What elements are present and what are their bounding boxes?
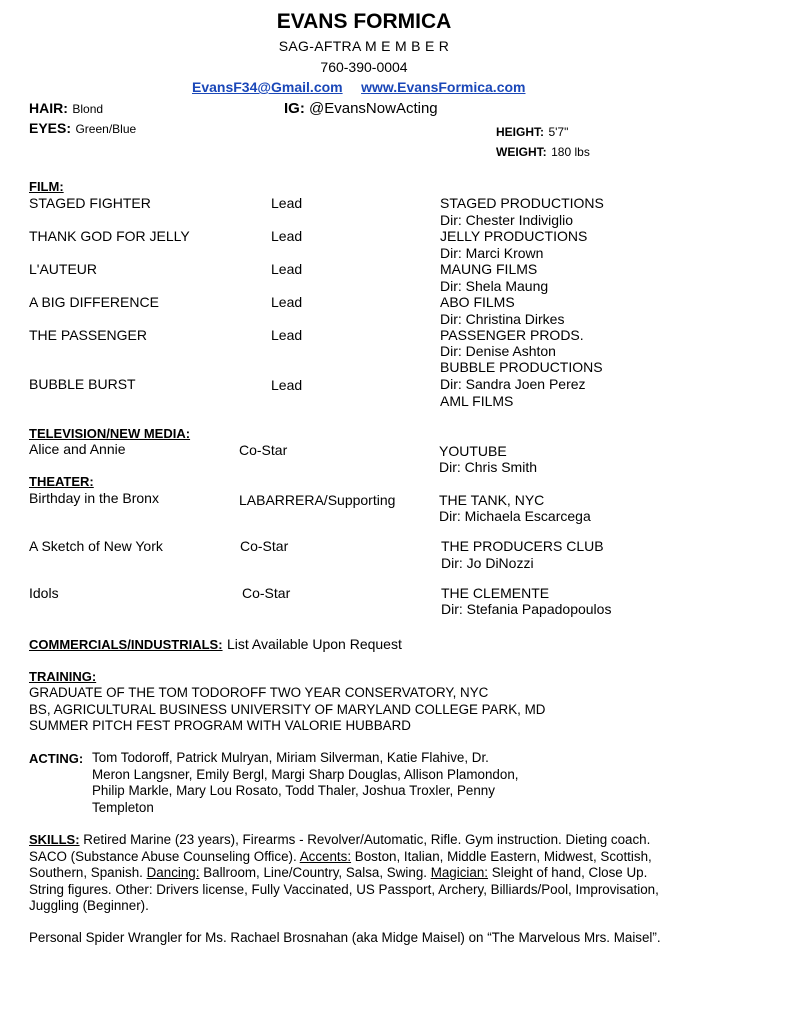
acting-teachers-line: Philip Markle, Mary Lou Rosato, Todd Thaler, Joshua Troxler, Penny [92, 783, 495, 798]
theater-role: Co-Star [240, 538, 289, 554]
skills-text: Retired Marine (23 years), Firearms - Revolver/Automatic, Rifle. Gym instruction. Dieting coach. [79, 832, 651, 847]
tv-company: YOUTUBE [439, 443, 507, 459]
film-director: Dir: Christina Dirkes [440, 311, 565, 327]
acting-label: ACTING: [29, 751, 84, 766]
tv-title: Alice and Annie [29, 441, 126, 457]
theater-company: THE TANK, NYC [439, 492, 545, 508]
skills-text: Boston, Italian, Middle Eastern, Midwest, Scottish, [351, 849, 652, 864]
skills-line: Juggling (Beginner). [29, 898, 149, 913]
theater-company: THE CLEMENTE [441, 585, 550, 601]
theater-director: Dir: Jo DiNozzi [441, 555, 534, 571]
theater-company: THE PRODUCERS CLUB [441, 538, 604, 554]
email-link[interactable]: EvansF34@Gmail.com [192, 79, 343, 95]
film-director: Dir: Shela Maung [440, 278, 549, 294]
theater-role: LABARRERA/Supporting [239, 492, 396, 508]
phone-number: 760-390-0004 [320, 59, 408, 75]
film-company: MAUNG FILMS [440, 261, 538, 277]
weight-value: 180 lbs [551, 145, 590, 159]
resume-name: EVANS FORMICA [276, 10, 452, 33]
theater-director: Dir: Stefania Papadopoulos [441, 601, 612, 617]
film-role: Lead [271, 195, 303, 211]
skills-text: Sleight of hand, Close Up. [488, 865, 648, 880]
skills-line: String figures. Other: Drivers license, Fully Vaccinated, US Passport, Archery, Billiards/Pool, Improvisation, [29, 882, 659, 897]
film-company: ABO FILMS [440, 294, 515, 310]
film-role: Lead [271, 377, 303, 393]
film-title: L'AUTEUR [29, 261, 98, 277]
film-heading: FILM: [29, 179, 64, 194]
training-line: GRADUATE OF THE TOM TODOROFF TWO YEAR CONSERVATORY, NYC [29, 685, 489, 700]
hair-row [29, 100, 103, 118]
eyes-value: Green/Blue [75, 122, 137, 136]
height-label: HEIGHT: [496, 125, 544, 139]
magician-label: Magician: [430, 865, 489, 880]
commercials-row [29, 636, 402, 654]
weight-label: WEIGHT: [496, 145, 547, 159]
tv-heading: TELEVISION/NEW MEDIA: [29, 426, 191, 441]
film-title: THANK GOD FOR JELLY [29, 228, 190, 244]
commercials-heading: COMMERCIALS/INDUSTRIALS: [29, 637, 223, 652]
theater-director: Dir: Michaela Escarcega [439, 508, 591, 524]
skills-text: Ballroom, Line/Country, Salsa, Swing. [199, 865, 431, 880]
ig-label: IG: [284, 100, 305, 117]
film-director: Dir: Chester Indiviglio [440, 212, 574, 228]
eyes-label: EYES: [29, 120, 72, 136]
dancing-label: Dancing: [146, 865, 200, 880]
skills-line [29, 849, 652, 864]
ig-handle[interactable]: @EvansNowActing [309, 100, 438, 117]
training-line: BS, AGRICULTURAL BUSINESS UNIVERSITY OF MARYLAND COLLEGE PARK, MD [29, 702, 546, 717]
film-title: STAGED FIGHTER [29, 195, 151, 211]
footnote: Personal Spider Wrangler for Ms. Rachael Brosnahan (aka Midge Maisel) on “The Marvelous Mrs. Maisel”. [29, 930, 661, 945]
acting-teachers-line: Templeton [92, 800, 154, 815]
weight-row [496, 143, 590, 161]
film-company: PASSENGER PRODS. [440, 327, 584, 343]
skills-line [29, 832, 650, 847]
training-line: SUMMER PITCH FEST PROGRAM WITH VALORIE HUBBARD [29, 718, 411, 733]
film-role: Lead [271, 228, 303, 244]
film-company: JELLY PRODUCTIONS [440, 228, 588, 244]
film-director: Dir: Denise Ashton [440, 343, 556, 359]
training-heading: TRAINING: [29, 669, 97, 684]
film-role: Lead [271, 261, 303, 277]
theater-role: Co-Star [242, 585, 291, 601]
theater-title: Birthday in the Bronx [29, 490, 159, 506]
union-status: SAG-AFTRA M E M B E R [278, 38, 450, 54]
film-title: A BIG DIFFERENCE [29, 294, 159, 310]
accents-label: Accents: [299, 849, 352, 864]
skills-text: Southern, Spanish. [29, 865, 147, 880]
film-company: STAGED PRODUCTIONS [440, 195, 604, 211]
tv-director: Dir: Chris Smith [439, 459, 538, 475]
film-company-extra: AML FILMS [440, 393, 514, 409]
instagram-row [284, 100, 438, 117]
commercials-text: List Available Upon Request [227, 636, 402, 652]
film-company: BUBBLE PRODUCTIONS [440, 359, 603, 375]
theater-heading: THEATER: [29, 474, 94, 489]
contact-links [192, 79, 526, 97]
height-row [496, 123, 568, 141]
film-title: THE PASSENGER [29, 327, 147, 343]
height-value: 5'7" [548, 125, 569, 139]
acting-teachers-line: Tom Todoroff, Patrick Mulryan, Miriam Silverman, Katie Flahive, Dr. [92, 750, 489, 765]
film-title: BUBBLE BURST [29, 376, 136, 392]
film-role: Lead [271, 294, 303, 310]
skills-label: SKILLS: [29, 832, 80, 847]
film-director: Dir: Sandra Joen Perez [440, 376, 586, 392]
tv-role: Co-Star [239, 442, 288, 458]
acting-teachers-line: Meron Langsner, Emily Bergl, Margi Sharp Douglas, Allison Plamondon, [92, 767, 519, 782]
hair-label: HAIR: [29, 100, 68, 116]
film-role: Lead [271, 327, 303, 343]
theater-title: Idols [29, 585, 59, 601]
hair-value: Blond [72, 102, 104, 116]
website-link[interactable]: www.EvansFormica.com [361, 79, 526, 95]
eyes-row [29, 120, 136, 138]
skills-line [29, 865, 647, 880]
film-director: Dir: Marci Krown [440, 245, 544, 261]
skills-text: SACO (Substance Abuse Counseling Office). [29, 849, 300, 864]
theater-title: A Sketch of New York [29, 538, 163, 554]
